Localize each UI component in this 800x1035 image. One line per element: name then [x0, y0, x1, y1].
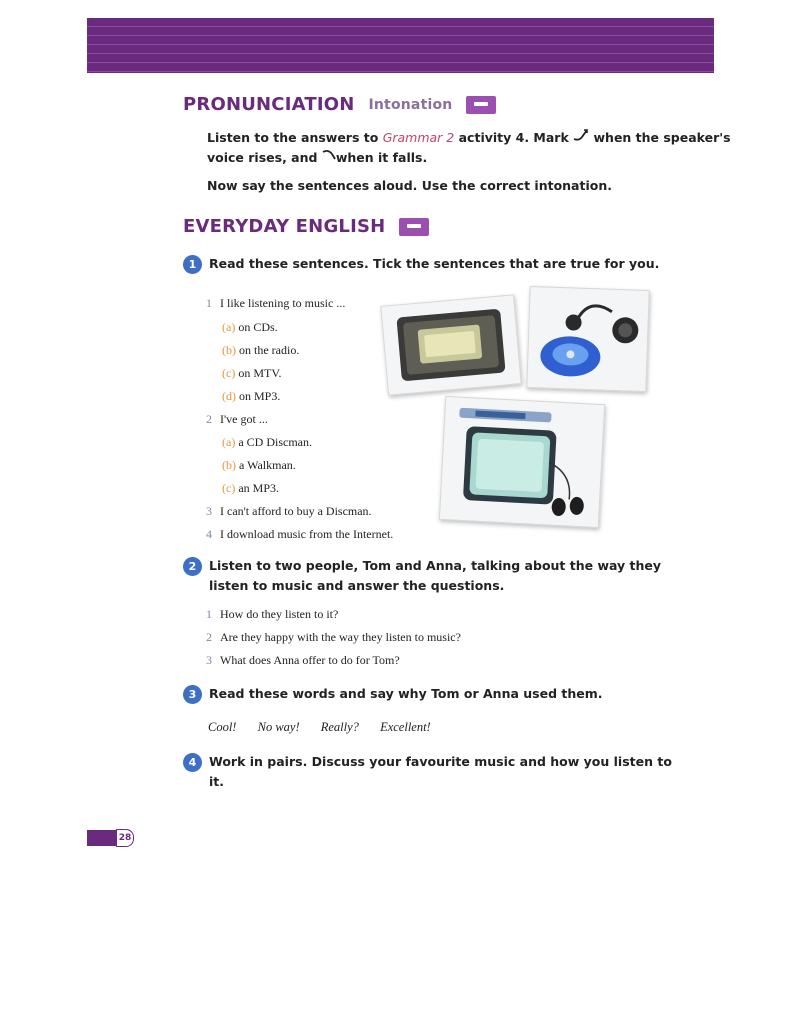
list-item — [206, 653, 400, 668]
item-text: on the radio. — [239, 343, 300, 357]
expression: Really? — [320, 720, 359, 734]
item-text: a CD Discman. — [238, 435, 312, 449]
item-text: How do they listen to it? — [220, 607, 339, 621]
list-item — [206, 296, 345, 311]
page-number: 28 — [116, 829, 134, 847]
item-text: I download music from the Internet. — [220, 527, 394, 541]
item-text: I like listening to music ... — [220, 296, 346, 310]
expression: No way! — [257, 720, 300, 734]
cassette-icon — [466, 96, 496, 114]
list-item — [222, 366, 281, 381]
instruction-text: when the speaker's — [589, 130, 731, 145]
instruction-text: when it falls. — [335, 150, 428, 165]
item-text: I can't afford to buy a Discman. — [220, 504, 372, 518]
task-number-badge: 3 — [183, 685, 202, 704]
item-text: a Walkman. — [239, 458, 296, 472]
mp3-player-photo — [439, 396, 605, 528]
item-number: 4 — [206, 527, 212, 541]
item-number: 3 — [206, 653, 212, 667]
discman-photo — [526, 286, 649, 392]
grammar-reference: Grammar 2 — [382, 130, 455, 145]
item-number: 1 — [206, 296, 212, 310]
item-text: on CDs. — [238, 320, 278, 334]
option-letter: (b) — [222, 458, 236, 472]
item-number: 2 — [206, 412, 212, 426]
task-2-instruction: Listen to two people, Tom and Anna, talking about the way they listen to music and answer the questions. — [209, 558, 662, 593]
pronunciation-note: Now say the sentences aloud. Use the correct intonation. — [207, 178, 612, 193]
option-letter: (a) — [222, 320, 236, 334]
item-text: on MP3. — [239, 389, 281, 403]
list-item — [206, 412, 268, 427]
list-item — [222, 320, 278, 335]
cassette-icon — [399, 218, 429, 236]
pronunciation-title: PRONUNCIATION — [183, 94, 355, 115]
expression: Cool! — [208, 720, 237, 734]
instruction-text: Listen to the answers to — [207, 130, 383, 145]
task-3 — [183, 684, 679, 704]
task-number-badge: 2 — [183, 557, 202, 576]
list-item — [222, 481, 279, 496]
item-number: 2 — [206, 630, 212, 644]
task-number-badge: 4 — [183, 753, 202, 772]
page-number-bar — [87, 830, 117, 846]
list-item — [222, 435, 312, 450]
option-letter: (c) — [222, 481, 236, 495]
everyday-english-heading — [183, 216, 429, 237]
list-item — [206, 607, 338, 622]
list-item — [222, 458, 296, 473]
walkman-photo — [380, 294, 521, 395]
expression: Excellent! — [380, 720, 431, 734]
option-letter: (b) — [222, 343, 236, 357]
list-item — [222, 389, 280, 404]
list-item — [206, 630, 461, 645]
task-2 — [183, 556, 679, 596]
option-letter: (a) — [222, 435, 236, 449]
item-text: What does Anna offer to do for Tom? — [220, 653, 400, 667]
list-item — [222, 343, 299, 358]
item-text: I've got ... — [220, 412, 268, 426]
header-banner — [87, 18, 714, 73]
task-3-instruction: Read these words and say why Tom or Anna used them. — [209, 686, 603, 701]
pronunciation-instruction — [207, 128, 731, 168]
pronunciation-subtitle: Intonation — [368, 96, 453, 113]
task-1-instruction: Read these sentences. Tick the sentences that are true for you. — [209, 256, 660, 271]
task-number-badge: 1 — [183, 255, 202, 274]
task-4 — [183, 752, 679, 792]
option-letter: (d) — [222, 389, 236, 403]
expression-list — [208, 720, 449, 735]
everyday-english-title: EVERYDAY ENGLISH — [183, 216, 386, 237]
rising-intonation-icon — [573, 128, 589, 148]
falling-intonation-icon — [322, 148, 336, 168]
item-text: Are they happy with the way they listen to music? — [220, 630, 461, 644]
item-text: an MP3. — [238, 481, 279, 495]
item-number: 1 — [206, 607, 212, 621]
item-number: 3 — [206, 504, 212, 518]
task-1 — [183, 254, 679, 274]
option-letter: (c) — [222, 366, 236, 380]
pronunciation-heading — [183, 94, 496, 115]
instruction-text: activity 4. Mark — [454, 130, 574, 145]
item-text: on MTV. — [238, 366, 282, 380]
list-item — [206, 504, 372, 519]
instruction-text: voice rises, and — [207, 150, 322, 165]
list-item — [206, 527, 393, 542]
task-4-instruction: Work in pairs. Discuss your favourite music and how you listen to it. — [209, 754, 672, 789]
